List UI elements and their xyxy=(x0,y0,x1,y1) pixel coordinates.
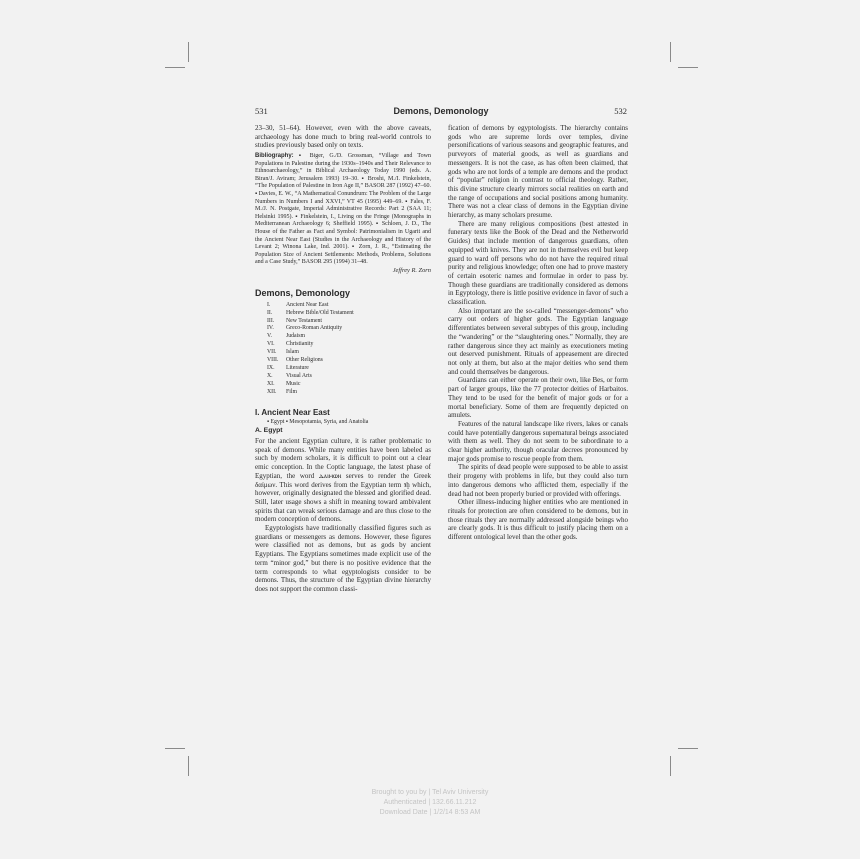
crop-mark xyxy=(678,67,698,68)
toc-item xyxy=(267,318,431,326)
toc-item xyxy=(267,389,431,397)
right-column xyxy=(448,124,628,542)
body-paragraph: The spirits of dead people were supposed to be able to assist their progeny with problems in life, but they could also turn into dangerous demons who afflicted them, especially if the dead had not been properly buried or provided with offerings. xyxy=(448,463,628,498)
toc-number: VIII. xyxy=(267,357,279,364)
crop-mark xyxy=(678,748,698,749)
toc-label: Literature xyxy=(286,364,309,371)
toc-number: IV. xyxy=(267,325,274,332)
toc-label: Ancient Near East xyxy=(286,301,329,308)
bibliography-label: Bibliography: xyxy=(255,153,294,160)
toc-item xyxy=(267,333,431,341)
intro-paragraph: 23–30, 51–64). However, even with the above caveats, archaeology has done much to bring real-world controls to studies previously based only on texts. xyxy=(255,124,431,150)
toc-item xyxy=(267,302,431,310)
crop-mark xyxy=(165,67,185,68)
subsection-title: A. Egypt xyxy=(255,427,283,435)
body-paragraph: fication of demons by egyptologists. The hierarchy contains gods who are supreme lords over temples, divine personifications of various seasons and geographic features, and purveyors of material goods, as well as guardians and messengers. It is not the case, as has often been claimed, that gods who are not lords of a temple are demons and the product of “popular” religion in contrast to official theology. Rather, this divine structure clearly mirrors social realities on earth and the range of occupations and social positions among humanity. There was not a clear class of demons in the Egyptian divine hierarchy, as many scholars presume. xyxy=(448,124,628,220)
entry-title: Demons, Demonology xyxy=(255,288,351,299)
toc-label: Other Religions xyxy=(286,357,323,364)
toc-number: IX. xyxy=(267,364,275,371)
page-number-right: 532 xyxy=(614,106,627,116)
toc-number: VII. xyxy=(267,349,277,356)
section-subtitle: ▪ Egypt ▪ Mesopotamia, Syria, and Anatolia xyxy=(267,419,369,426)
toc-item xyxy=(267,341,431,349)
toc-item xyxy=(267,357,431,365)
running-title: Demons, Demonology xyxy=(393,106,489,116)
toc-number: XII. xyxy=(267,388,277,395)
section-title: I. Ancient Near East xyxy=(255,407,330,417)
watermark-line: Brought to you by | Tel Aviv University xyxy=(371,789,489,796)
body-paragraph: For the ancient Egyptian culture, it is rather problematic to speak of demons. While many entities have been labeled as such by modern scholars, it is difficult to point out a clear emic conception. In the Coptic language, the latest phase of Egyptian, the word ⲇⲁⲓⲙⲱⲛ serves to render the Greek δαίμων. This word derives from the Egyptian term ꜣḫ which, however, originally designated the blessed and glorified dead. Still, later usage shows a shift in meaning toward ambivalent spirits that can wreak serious damage and are thus close to the modern conception of demons. xyxy=(255,437,431,524)
watermark-line: Download Date | 1/2/14 8:53 AM xyxy=(379,809,481,816)
toc-item xyxy=(267,349,431,357)
toc-label: Hebrew Bible/Old Testament xyxy=(286,309,354,316)
toc-item xyxy=(267,365,431,373)
watermark-line: Authenticated | 132.66.11.212 xyxy=(383,799,477,806)
body-paragraph: Features of the natural landscape like rivers, lakes or canals could have potentially dangerous supernatural beings associated with them as well. They do not seem to be subordinate to a clear higher authority, though oracular decrees pronounced by major gods promise to rescue people from them. xyxy=(448,419,628,463)
toc-label: Christianity xyxy=(286,341,314,348)
table-of-contents xyxy=(267,302,431,397)
bibliography xyxy=(255,153,431,267)
toc-number: II. xyxy=(267,309,273,316)
toc-label: Film xyxy=(286,388,297,395)
body-paragraph: Egyptologists have traditionally classified figures such as guardians or messengers as demons. However, these figures were classified not as demons, but as gods by ancient Egyptians. The Egyptians sometimes made explicit use of the term “minor god,” but there is no positive evidence that the term corresponds to what egyptologists consider to be demons. Thus, the structure of the Egyptian divine hierarchy does not support the common classi- xyxy=(255,524,431,593)
toc-item xyxy=(267,310,431,318)
toc-label: New Testament xyxy=(286,317,323,324)
article-author: Jeffrey R. Zorn xyxy=(392,267,431,275)
page-number-left: 531 xyxy=(255,106,268,116)
toc-label: Greco-Roman Antiquity xyxy=(286,325,343,332)
toc-number: X. xyxy=(267,372,273,379)
toc-label: Music xyxy=(286,380,301,387)
toc-item xyxy=(267,373,431,381)
toc-item xyxy=(267,325,431,333)
toc-number: XI. xyxy=(267,380,275,387)
toc-label: Visual Arts xyxy=(286,372,312,379)
download-watermark xyxy=(0,788,860,818)
toc-label: Judaism xyxy=(286,333,306,340)
crop-mark xyxy=(188,756,189,776)
crop-mark xyxy=(670,42,671,62)
toc-number: VI. xyxy=(267,341,275,348)
toc-number: III. xyxy=(267,317,275,324)
running-header xyxy=(255,106,627,118)
left-column xyxy=(255,124,431,594)
bibliography-text: ▪ Biger, G./D. Grossman, “Village and Town Populations in Palestine during the 1930s–1940s and Their Relevance to Ethnoarchaeology,” in Biblical Archaeology Today 1990 (eds. A. Biran/J. Aviram; Jerusalem 1993) 19–30. ▪ Broshi, M./I. Finkelstein, “The Population of Palestine in Iron Age II,” BASOR 287 (1992) 47–60. ▪ Davies, E. W., “A Mathematical Conundrum: The Problem of the Large Numbers in Numbers I and XXVI,” VT 45 (1995) 449–69. ▪ Fales, F. M./J. N. Postgate, Imperial Administrative Records: Part 2 (SAA 11; Helsinki 1995). ▪ Finkelstein, I., Living on the Fringe (Monographs in Mediterranean Archaeology 6; Sheffield 1995). ▪ Schloen, J. D., The House of the Father as Fact and Symbol: Patrimonialism in Ugarit and the Ancient Near East (Studies in the Archaeology and History of the Levant 2; Winona Lake, Ind. 2001). ▪ Zorn, J. R., “Estimating the Population Size of Ancient Settlements: Methods, Problems, Solutions and a Case Study,” BASOR 295 (1994) 31–48. xyxy=(255,153,431,266)
body-paragraph: Guardians can either operate on their own, like Bes, or form part of larger groups, like the 77 protector deities of Harbaitos. They tend to be used for the benefit of major gods or for a mortal beneficiary. Some of them are frequently depicted on amulets. xyxy=(448,376,628,420)
crop-mark xyxy=(188,42,189,62)
body-paragraph: Also important are the so-called “messenger-demons” who carry out orders of higher gods. The Egyptian language differentiates between several subtypes of this group, including the “wandering” or the “slaughtering ones.” Normally, they are rather dangerous since they act mainly as executioners meting out deserved punishment. Rituals of appeasement are directed not only at them, but also at the major deities who send them and could themselves be dangerous. xyxy=(448,306,628,376)
crop-mark xyxy=(670,756,671,776)
toc-item xyxy=(267,381,431,389)
toc-label: Islam xyxy=(286,349,299,356)
toc-number: I. xyxy=(267,301,271,308)
body-paragraph: There are many religious compositions (best attested in funerary texts like the Book of the Dead and the Netherworld Guides) that include mention of dangerous guardians, often equipped with knives. They are not in themselves evil but keep guard to ward off persons who do not have the required ritual purity and religious knowledge; often one had to prove mastery of certain esoteric names and formulae in order to pass by. Though these guardians are traditionally considered as demons in Egyptology, there is little positive evidence in favor of such a classification. xyxy=(448,219,628,307)
toc-number: V. xyxy=(267,333,272,340)
crop-mark xyxy=(165,748,185,749)
body-paragraph: Other illness-inducing higher entities who are mentioned in rituals for protection are often considered to be demons, but in those rituals they are normally addressed alongside beings who are clearly gods. It is thus difficult to justify placing them on a different ontological level than the other gods. xyxy=(448,498,628,542)
